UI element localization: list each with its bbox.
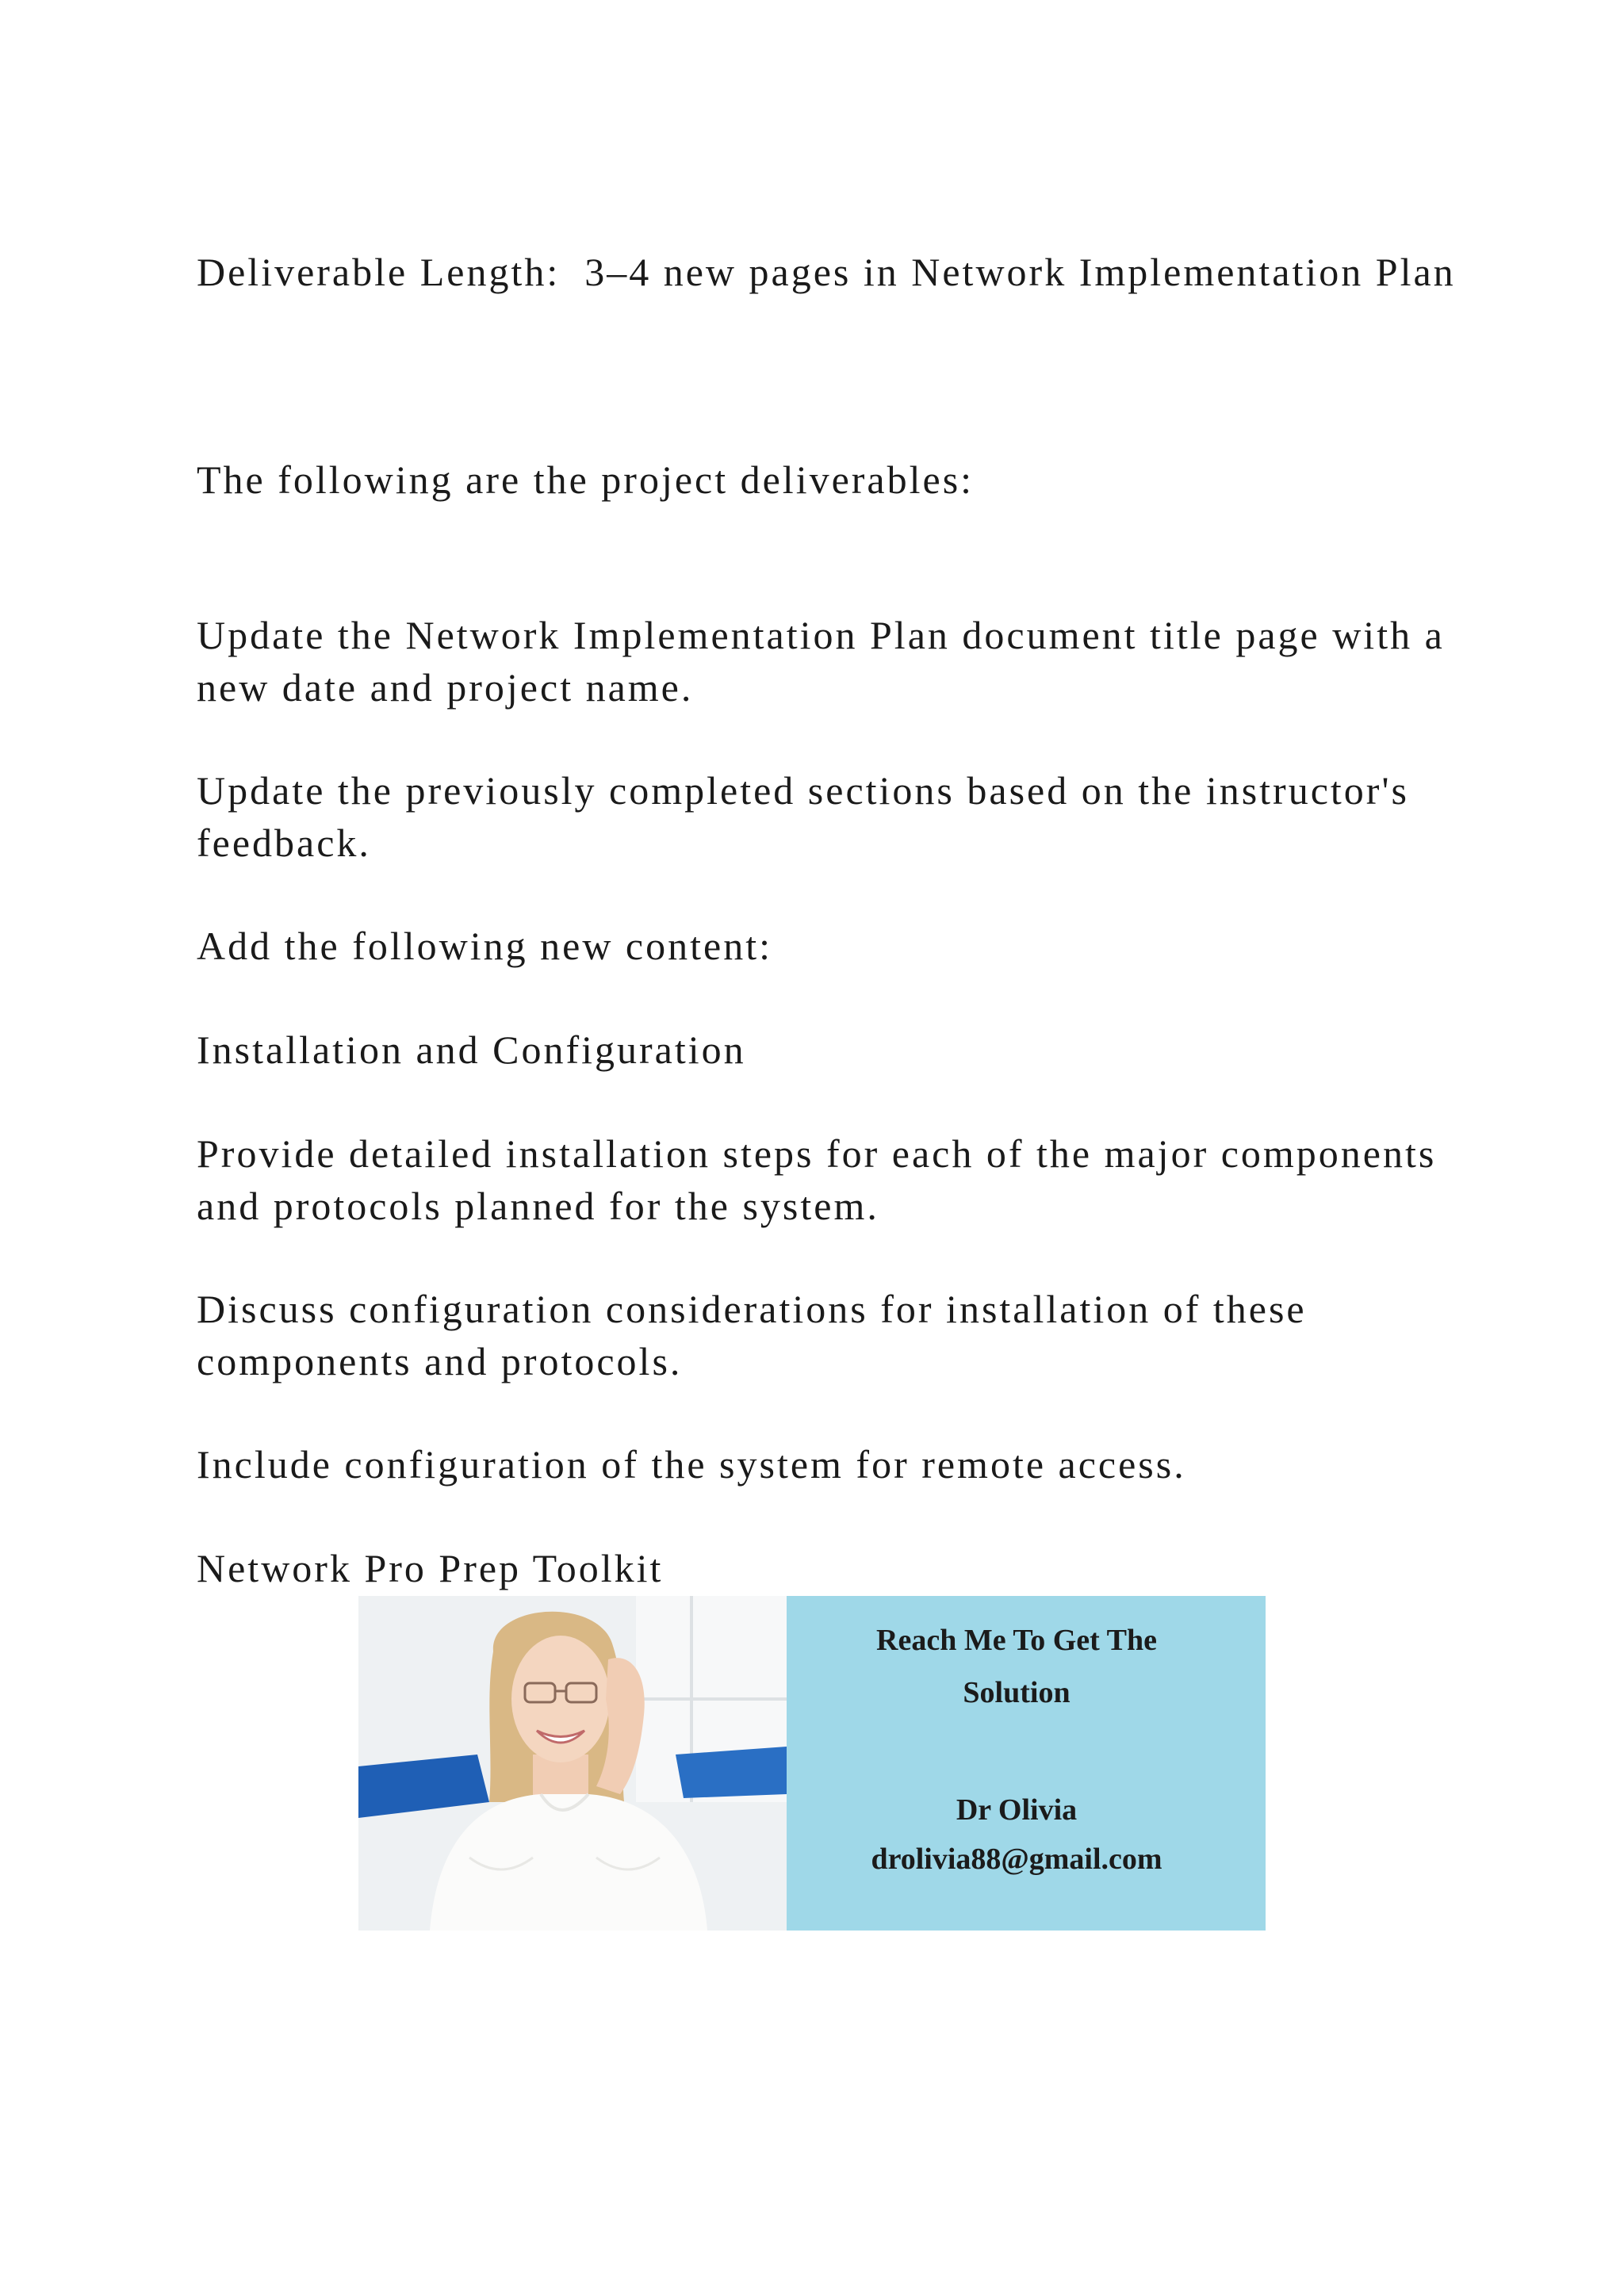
paragraph-add-content: Add the following new content: [197,924,772,968]
woman-illustration [358,1596,787,1931]
paragraph-installation-heading: Installation and Configuration [197,1027,746,1072]
woman-photo [358,1596,787,1931]
paragraph-update-title-page: Update the Network Implementation Plan document title page with a new date and project name. [197,613,1457,710]
solution-text: Solution [963,1676,1071,1709]
paragraph-remote-access: Include configuration of the system for remote access. [197,1442,1186,1487]
paragraph-toolkit: Network Pro Prep Toolkit [197,1546,664,1590]
paragraph-deliverables-intro: The following are the project deliverables: [197,457,975,502]
contact-name: Dr Olivia [956,1793,1078,1827]
contact-email[interactable]: drolivia88@gmail.com [871,1843,1162,1876]
paragraph-installation-steps: Provide detailed installation steps for each of the major components and protocols planned for the system. [197,1131,1449,1228]
contact-banner [358,1596,1266,1931]
paragraph-deliverable-length: Deliverable Length: 3–4 new pages in Network Implementation Plan [197,250,1456,294]
paragraph-update-sections: Update the previously completed sections based on the instructor's feedback. [197,768,1422,865]
contact-info-panel [787,1596,1266,1931]
reach-me-text: Reach Me To Get The [876,1624,1157,1657]
paragraph-configuration-considerations: Discuss configuration considerations for installation of these components and protocols. [197,1287,1320,1383]
